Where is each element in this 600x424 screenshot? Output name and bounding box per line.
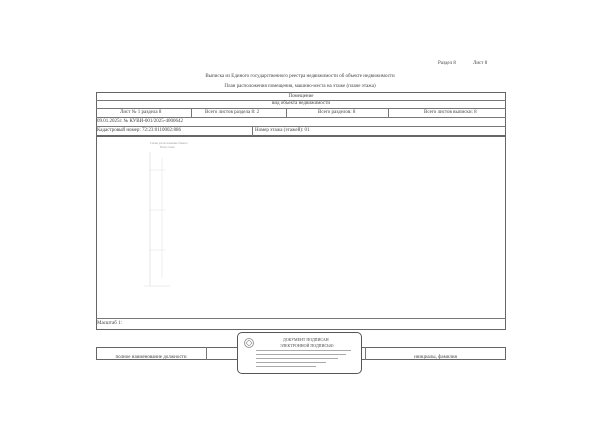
divider: [191, 108, 192, 117]
plan-subcaption: План этажа: [160, 145, 175, 149]
divider: [96, 108, 506, 109]
initials-label: инициалы, фамилия: [414, 355, 457, 360]
stamp-line: [256, 350, 351, 351]
stamp-line: [256, 354, 346, 355]
divider: [96, 117, 506, 118]
sheet-no: Лист № 1 раздела 8: [120, 110, 162, 115]
document-subtitle: План расположения помещения, машино-места на этаже (плане этажа): [224, 84, 376, 89]
divider: [388, 108, 389, 117]
stamp-line: [256, 366, 316, 367]
object-type-value: Помещение: [288, 94, 314, 99]
stamp-line: [256, 362, 326, 363]
sheet-number: Лист 8: [473, 61, 488, 66]
section-number: Раздел 8: [438, 61, 456, 66]
scale-label: Масштаб 1:: [97, 321, 122, 326]
document-title: Выписка из Единого государственного реестра недвижимости об объекте недвижимости: [205, 74, 395, 79]
e-signature-stamp: [237, 332, 362, 374]
object-type-label: вид объекта недвижимости: [271, 101, 331, 106]
cadastral-number: Кадастровый номер: 72:23:0110002:886: [97, 128, 181, 133]
divider: [206, 347, 207, 360]
sheets-in-section: Всего листов раздела 8: 2: [205, 110, 260, 115]
position-label: полное наименование должности: [115, 355, 187, 360]
emblem-icon: [243, 337, 255, 349]
request-reference: 09.01.2025г. № КУВИ-001/2025-4000642: [97, 119, 183, 124]
sheets-total: Всего листов выписки: 8: [424, 110, 477, 115]
divider: [96, 126, 506, 127]
plan-caption: Схема расположения объекта: [150, 141, 188, 145]
stamp-title: ДОКУМЕНТ ПОДПИСАН: [283, 337, 329, 342]
divider: [252, 126, 253, 136]
divider: [96, 318, 506, 319]
floor-number: Номер этажа (этажей): 01: [255, 128, 310, 133]
sections-total: Всего разделов: 8: [318, 110, 356, 115]
floor-plan-drawing: [140, 150, 180, 290]
divider: [286, 108, 287, 117]
stamp-subtitle: ЭЛЕКТРОННОЙ ПОДПИСЬЮ: [280, 343, 334, 348]
stamp-line: [256, 358, 338, 359]
